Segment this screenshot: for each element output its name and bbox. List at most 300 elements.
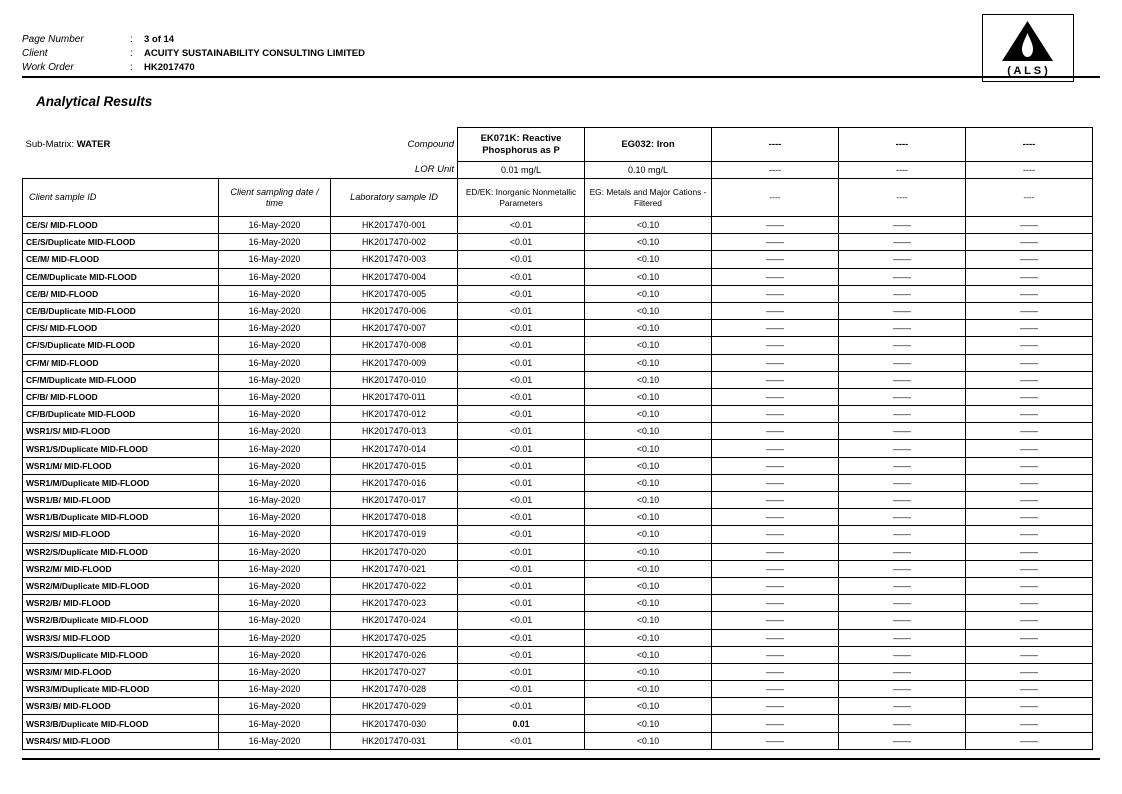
cell-result-empty-1: —— — [712, 681, 839, 698]
cell-result-empty-2: —— — [839, 268, 966, 285]
cell-result-empty-1: —— — [712, 406, 839, 423]
cell-laboratory-sample-id: HK2017470-015 — [331, 457, 458, 474]
cell-sampling-date: 16-May-2020 — [219, 234, 331, 251]
results-table-wrap — [22, 127, 1100, 750]
cell-laboratory-sample-id: HK2017470-031 — [331, 732, 458, 749]
cell-laboratory-sample-id: HK2017470-004 — [331, 268, 458, 285]
cell-result-empty-1: —— — [712, 251, 839, 268]
cell-result-iron: <0.10 — [585, 560, 712, 577]
table-row — [23, 337, 1093, 354]
cell-client-sample-id: WSR2/B/ MID-FLOOD — [23, 595, 219, 612]
analyte-lor-3: ---- — [839, 162, 966, 179]
cell-result-iron: <0.10 — [585, 577, 712, 594]
cell-result-reactive-phosphorus: <0.01 — [458, 474, 585, 491]
cell-sampling-date: 16-May-2020 — [219, 698, 331, 715]
sub-matrix-cell — [23, 128, 219, 162]
cell-result-empty-1: —— — [712, 423, 839, 440]
compound-label: Compound — [407, 139, 454, 150]
cell-client-sample-id: CF/S/Duplicate MID-FLOOD — [23, 337, 219, 354]
cell-result-iron: <0.10 — [585, 440, 712, 457]
cell-sampling-date: 16-May-2020 — [219, 577, 331, 594]
analyte-method-3: ---- — [839, 179, 966, 217]
cell-client-sample-id: WSR3/S/ MID-FLOOD — [23, 629, 219, 646]
header-label-work-order: Work Order — [22, 62, 74, 73]
cell-result-iron: <0.10 — [585, 595, 712, 612]
cell-client-sample-id: WSR3/B/ MID-FLOOD — [23, 698, 219, 715]
cell-result-empty-3: —— — [966, 492, 1093, 509]
table-row — [23, 302, 1093, 319]
cell-sampling-date: 16-May-2020 — [219, 440, 331, 457]
cell-result-empty-1: —— — [712, 715, 839, 732]
table-row — [23, 268, 1093, 285]
cell-result-iron: <0.10 — [585, 268, 712, 285]
cell-result-reactive-phosphorus: <0.01 — [458, 577, 585, 594]
table-row — [23, 251, 1093, 268]
lor-unit-label: LOR Unit — [414, 164, 454, 176]
cell-result-iron: <0.10 — [585, 509, 712, 526]
cell-sampling-date: 16-May-2020 — [219, 646, 331, 663]
cell-result-reactive-phosphorus: <0.01 — [458, 698, 585, 715]
cell-client-sample-id: CE/B/Duplicate MID-FLOOD — [23, 302, 219, 319]
cell-result-empty-2: —— — [839, 715, 966, 732]
cell-result-empty-2: —— — [839, 217, 966, 234]
cell-result-empty-1: —— — [712, 492, 839, 509]
cell-result-empty-2: —— — [839, 732, 966, 749]
table-row — [23, 388, 1093, 405]
cell-sampling-date: 16-May-2020 — [219, 732, 331, 749]
cell-result-iron: <0.10 — [585, 371, 712, 388]
als-logo-graphic — [983, 15, 1072, 80]
cell-laboratory-sample-id: HK2017470-023 — [331, 595, 458, 612]
cell-result-empty-3: —— — [966, 698, 1093, 715]
cell-client-sample-id: WSR3/B/Duplicate MID-FLOOD — [23, 715, 219, 732]
cell-result-iron: <0.10 — [585, 543, 712, 560]
header-meta-row — [22, 34, 365, 48]
cell-sampling-date: 16-May-2020 — [219, 543, 331, 560]
cell-client-sample-id: WSR1/M/Duplicate MID-FLOOD — [23, 474, 219, 491]
cell-result-empty-3: —— — [966, 217, 1093, 234]
cell-sampling-date: 16-May-2020 — [219, 423, 331, 440]
cell-laboratory-sample-id: HK2017470-011 — [331, 388, 458, 405]
header-divider — [22, 76, 1100, 78]
cell-laboratory-sample-id: HK2017470-018 — [331, 509, 458, 526]
analyte-lor-0: 0.01 mg/L — [458, 162, 585, 179]
cell-result-reactive-phosphorus: <0.01 — [458, 595, 585, 612]
cell-sampling-date: 16-May-2020 — [219, 715, 331, 732]
spacer-cell — [219, 128, 331, 162]
cell-result-reactive-phosphorus: <0.01 — [458, 629, 585, 646]
cell-result-iron: <0.10 — [585, 354, 712, 371]
cell-result-iron: <0.10 — [585, 251, 712, 268]
cell-result-iron: <0.10 — [585, 302, 712, 319]
cell-result-reactive-phosphorus: <0.01 — [458, 302, 585, 319]
cell-result-empty-3: —— — [966, 715, 1093, 732]
col-header-client-sampling-date: Client sampling date / time — [219, 179, 331, 217]
cell-result-iron: <0.10 — [585, 681, 712, 698]
cell-sampling-date: 16-May-2020 — [219, 371, 331, 388]
table-row — [23, 646, 1093, 663]
cell-result-reactive-phosphorus: <0.01 — [458, 423, 585, 440]
cell-client-sample-id: WSR3/S/Duplicate MID-FLOOD — [23, 646, 219, 663]
cell-result-iron: <0.10 — [585, 612, 712, 629]
cell-result-reactive-phosphorus: <0.01 — [458, 612, 585, 629]
spacer-cell — [23, 162, 219, 179]
cell-result-empty-2: —— — [839, 577, 966, 594]
cell-result-reactive-phosphorus: <0.01 — [458, 217, 585, 234]
cell-result-iron: <0.10 — [585, 337, 712, 354]
cell-result-empty-2: —— — [839, 320, 966, 337]
cell-sampling-date: 16-May-2020 — [219, 629, 331, 646]
cell-result-empty-1: —— — [712, 543, 839, 560]
cell-result-empty-1: —— — [712, 217, 839, 234]
table-row — [23, 715, 1093, 732]
cell-laboratory-sample-id: HK2017470-016 — [331, 474, 458, 491]
cell-result-empty-2: —— — [839, 388, 966, 405]
table-row — [23, 612, 1093, 629]
page-title: Analytical Results — [36, 94, 153, 109]
cell-sampling-date: 16-May-2020 — [219, 337, 331, 354]
cell-result-reactive-phosphorus: <0.01 — [458, 440, 585, 457]
cell-result-reactive-phosphorus: <0.01 — [458, 681, 585, 698]
table-row — [23, 595, 1093, 612]
cell-result-iron: <0.10 — [585, 388, 712, 405]
cell-result-iron: <0.10 — [585, 715, 712, 732]
cell-client-sample-id: WSR3/M/ MID-FLOOD — [23, 663, 219, 680]
cell-laboratory-sample-id: HK2017470-022 — [331, 577, 458, 594]
cell-result-reactive-phosphorus: <0.01 — [458, 663, 585, 680]
analyte-name-0: EK071K: Reactive Phosphorus as P — [458, 128, 585, 162]
cell-result-empty-3: —— — [966, 629, 1093, 646]
cell-laboratory-sample-id: HK2017470-007 — [331, 320, 458, 337]
analyte-name-2: ---- — [712, 128, 839, 162]
cell-result-empty-3: —— — [966, 646, 1093, 663]
cell-laboratory-sample-id: HK2017470-009 — [331, 354, 458, 371]
cell-result-empty-3: —— — [966, 543, 1093, 560]
cell-result-empty-1: —— — [712, 595, 839, 612]
results-table-body — [23, 128, 1093, 750]
cell-client-sample-id: CF/S/ MID-FLOOD — [23, 320, 219, 337]
cell-result-empty-3: —— — [966, 406, 1093, 423]
cell-result-empty-3: —— — [966, 577, 1093, 594]
cell-client-sample-id: WSR1/S/ MID-FLOOD — [23, 423, 219, 440]
cell-result-empty-1: —— — [712, 646, 839, 663]
cell-sampling-date: 16-May-2020 — [219, 526, 331, 543]
table-row — [23, 234, 1093, 251]
column-header-row — [23, 179, 1093, 217]
cell-sampling-date: 16-May-2020 — [219, 406, 331, 423]
table-row — [23, 663, 1093, 680]
cell-result-reactive-phosphorus: <0.01 — [458, 457, 585, 474]
cell-sampling-date: 16-May-2020 — [219, 388, 331, 405]
cell-result-empty-3: —— — [966, 268, 1093, 285]
cell-result-reactive-phosphorus: <0.01 — [458, 543, 585, 560]
cell-client-sample-id: CF/M/Duplicate MID-FLOOD — [23, 371, 219, 388]
cell-sampling-date: 16-May-2020 — [219, 560, 331, 577]
cell-result-empty-1: —— — [712, 474, 839, 491]
cell-result-reactive-phosphorus: <0.01 — [458, 234, 585, 251]
cell-laboratory-sample-id: HK2017470-025 — [331, 629, 458, 646]
cell-laboratory-sample-id: HK2017470-001 — [331, 217, 458, 234]
cell-sampling-date: 16-May-2020 — [219, 612, 331, 629]
cell-result-empty-2: —— — [839, 509, 966, 526]
cell-result-empty-1: —— — [712, 612, 839, 629]
analytical-results-table — [22, 127, 1093, 750]
cell-client-sample-id: WSR2/M/ MID-FLOOD — [23, 560, 219, 577]
header-colon: : — [130, 48, 133, 59]
cell-result-iron: <0.10 — [585, 663, 712, 680]
cell-result-reactive-phosphorus: <0.01 — [458, 732, 585, 749]
cell-client-sample-id: CF/M/ MID-FLOOD — [23, 354, 219, 371]
cell-laboratory-sample-id: HK2017470-003 — [331, 251, 458, 268]
cell-result-empty-3: —— — [966, 509, 1093, 526]
cell-laboratory-sample-id: HK2017470-012 — [331, 406, 458, 423]
cell-laboratory-sample-id: HK2017470-028 — [331, 681, 458, 698]
cell-laboratory-sample-id: HK2017470-021 — [331, 560, 458, 577]
cell-result-empty-2: —— — [839, 406, 966, 423]
cell-result-iron: <0.10 — [585, 526, 712, 543]
cell-result-empty-3: —— — [966, 681, 1093, 698]
cell-laboratory-sample-id: HK2017470-030 — [331, 715, 458, 732]
cell-result-empty-2: —— — [839, 595, 966, 612]
cell-result-iron: <0.10 — [585, 285, 712, 302]
table-row — [23, 354, 1093, 371]
cell-sampling-date: 16-May-2020 — [219, 595, 331, 612]
cell-result-empty-1: —— — [712, 526, 839, 543]
cell-laboratory-sample-id: HK2017470-014 — [331, 440, 458, 457]
cell-result-reactive-phosphorus: <0.01 — [458, 388, 585, 405]
cell-laboratory-sample-id: HK2017470-027 — [331, 663, 458, 680]
cell-result-empty-3: —— — [966, 732, 1093, 749]
cell-result-iron: <0.10 — [585, 646, 712, 663]
table-row — [23, 698, 1093, 715]
header-colon: : — [130, 62, 133, 73]
cell-client-sample-id: WSR1/S/Duplicate MID-FLOOD — [23, 440, 219, 457]
cell-result-empty-3: —— — [966, 560, 1093, 577]
header-value-client: ACUITY SUSTAINABILITY CONSULTING LIMITED — [144, 48, 365, 59]
cell-client-sample-id: CF/B/Duplicate MID-FLOOD — [23, 406, 219, 423]
cell-result-empty-2: —— — [839, 526, 966, 543]
cell-result-empty-3: —— — [966, 285, 1093, 302]
cell-laboratory-sample-id: HK2017470-019 — [331, 526, 458, 543]
table-row — [23, 320, 1093, 337]
analyte-method-0: ED/EK: Inorganic Nonmetallic Parameters — [458, 179, 585, 217]
cell-result-iron: <0.10 — [585, 217, 712, 234]
col-header-laboratory-sample-id: Laboratory sample ID — [331, 179, 458, 217]
cell-result-empty-3: —— — [966, 251, 1093, 268]
cell-result-empty-3: —— — [966, 388, 1093, 405]
cell-result-iron: <0.10 — [585, 234, 712, 251]
table-row — [23, 509, 1093, 526]
cell-result-empty-3: —— — [966, 371, 1093, 388]
analyte-method-4: ---- — [966, 179, 1093, 217]
cell-laboratory-sample-id: HK2017470-006 — [331, 302, 458, 319]
cell-client-sample-id: WSR1/M/ MID-FLOOD — [23, 457, 219, 474]
cell-result-empty-2: —— — [839, 492, 966, 509]
cell-result-empty-3: —— — [966, 612, 1093, 629]
header-label-page-number: Page Number — [22, 34, 84, 45]
table-row — [23, 560, 1093, 577]
cell-result-empty-1: —— — [712, 388, 839, 405]
cell-result-reactive-phosphorus: <0.01 — [458, 354, 585, 371]
table-row — [23, 423, 1093, 440]
analyte-method-2: ---- — [712, 179, 839, 217]
cell-result-iron: <0.10 — [585, 698, 712, 715]
cell-sampling-date: 16-May-2020 — [219, 354, 331, 371]
cell-result-empty-2: —— — [839, 646, 966, 663]
cell-sampling-date: 16-May-2020 — [219, 681, 331, 698]
cell-result-empty-3: —— — [966, 337, 1093, 354]
cell-sampling-date: 16-May-2020 — [219, 320, 331, 337]
cell-result-empty-2: —— — [839, 337, 966, 354]
cell-result-iron: <0.10 — [585, 732, 712, 749]
cell-client-sample-id: WSR3/M/Duplicate MID-FLOOD — [23, 681, 219, 698]
header-label-client: Client — [22, 48, 48, 59]
table-row — [23, 474, 1093, 491]
table-row — [23, 543, 1093, 560]
cell-result-empty-1: —— — [712, 320, 839, 337]
cell-client-sample-id: WSR2/M/Duplicate MID-FLOOD — [23, 577, 219, 594]
cell-result-reactive-phosphorus: <0.01 — [458, 285, 585, 302]
cell-result-empty-2: —— — [839, 285, 966, 302]
cell-result-empty-3: —— — [966, 663, 1093, 680]
sub-matrix-label: Sub-Matrix: — [25, 139, 75, 150]
cell-result-empty-2: —— — [839, 354, 966, 371]
cell-result-empty-3: —— — [966, 302, 1093, 319]
cell-result-reactive-phosphorus: <0.01 — [458, 406, 585, 423]
cell-client-sample-id: CE/M/ MID-FLOOD — [23, 251, 219, 268]
cell-result-reactive-phosphorus: <0.01 — [458, 337, 585, 354]
cell-result-empty-1: —— — [712, 285, 839, 302]
cell-laboratory-sample-id: HK2017470-013 — [331, 423, 458, 440]
cell-sampling-date: 16-May-2020 — [219, 509, 331, 526]
cell-laboratory-sample-id: HK2017470-024 — [331, 612, 458, 629]
cell-result-empty-1: —— — [712, 457, 839, 474]
analyte-lor-4: ---- — [966, 162, 1093, 179]
header-value-work-order: HK2017470 — [144, 62, 195, 73]
analyte-method-1: EG: Metals and Major Cations - Filtered — [585, 179, 712, 217]
cell-result-empty-1: —— — [712, 698, 839, 715]
table-row — [23, 285, 1093, 302]
cell-result-empty-1: —— — [712, 371, 839, 388]
table-row — [23, 217, 1093, 234]
cell-client-sample-id: CE/B/ MID-FLOOD — [23, 285, 219, 302]
cell-client-sample-id: WSR1/B/ MID-FLOOD — [23, 492, 219, 509]
cell-client-sample-id: WSR1/B/Duplicate MID-FLOOD — [23, 509, 219, 526]
cell-result-empty-1: —— — [712, 268, 839, 285]
cell-laboratory-sample-id: HK2017470-020 — [331, 543, 458, 560]
analyte-name-4: ---- — [966, 128, 1093, 162]
cell-result-empty-2: —— — [839, 629, 966, 646]
lor-unit-row — [23, 162, 1093, 179]
header-colon: : — [130, 34, 133, 45]
cell-result-reactive-phosphorus: <0.01 — [458, 646, 585, 663]
cell-result-empty-1: —— — [712, 509, 839, 526]
cell-laboratory-sample-id: HK2017470-002 — [331, 234, 458, 251]
cell-sampling-date: 16-May-2020 — [219, 302, 331, 319]
cell-result-iron: <0.10 — [585, 474, 712, 491]
cell-result-empty-1: —— — [712, 354, 839, 371]
cell-result-empty-3: —— — [966, 440, 1093, 457]
header-meta-row — [22, 48, 365, 62]
cell-result-empty-1: —— — [712, 577, 839, 594]
cell-result-iron: <0.10 — [585, 320, 712, 337]
cell-sampling-date: 16-May-2020 — [219, 457, 331, 474]
cell-laboratory-sample-id: HK2017470-005 — [331, 285, 458, 302]
cell-result-empty-2: —— — [839, 560, 966, 577]
cell-sampling-date: 16-May-2020 — [219, 492, 331, 509]
spacer-cell — [219, 162, 331, 179]
analyte-name-1: EG032: Iron — [585, 128, 712, 162]
footer-divider — [22, 758, 1100, 760]
analyte-lor-1: 0.10 mg/L — [585, 162, 712, 179]
sub-matrix-value: WATER — [76, 139, 111, 150]
cell-result-empty-1: —— — [712, 663, 839, 680]
cell-result-iron: <0.10 — [585, 457, 712, 474]
cell-result-empty-1: —— — [712, 440, 839, 457]
col-header-client-sample-id: Client sample ID — [23, 179, 219, 217]
cell-client-sample-id: CE/M/Duplicate MID-FLOOD — [23, 268, 219, 285]
cell-result-empty-1: —— — [712, 234, 839, 251]
cell-result-reactive-phosphorus: <0.01 — [458, 320, 585, 337]
cell-result-iron: <0.10 — [585, 492, 712, 509]
cell-result-empty-2: —— — [839, 371, 966, 388]
table-row — [23, 526, 1093, 543]
compound-header-row — [23, 128, 1093, 162]
cell-result-empty-2: —— — [839, 302, 966, 319]
analyte-lor-2: ---- — [712, 162, 839, 179]
cell-laboratory-sample-id: HK2017470-029 — [331, 698, 458, 715]
cell-result-reactive-phosphorus: <0.01 — [458, 526, 585, 543]
page-header — [0, 0, 1122, 77]
cell-result-reactive-phosphorus: <0.01 — [458, 492, 585, 509]
table-row — [23, 732, 1093, 749]
cell-result-empty-2: —— — [839, 251, 966, 268]
cell-result-empty-2: —— — [839, 663, 966, 680]
table-row — [23, 492, 1093, 509]
table-row — [23, 406, 1093, 423]
cell-result-empty-2: —— — [839, 612, 966, 629]
cell-client-sample-id: WSR4/S/ MID-FLOOD — [23, 732, 219, 749]
cell-result-reactive-phosphorus: <0.01 — [458, 268, 585, 285]
cell-result-iron: <0.10 — [585, 629, 712, 646]
cell-result-empty-3: —— — [966, 320, 1093, 337]
als-logo — [982, 14, 1074, 82]
svg-text:( A L S ): ( A L S ) — [1007, 65, 1048, 77]
cell-result-empty-3: —— — [966, 234, 1093, 251]
header-meta-row — [22, 62, 365, 76]
cell-client-sample-id: WSR2/B/Duplicate MID-FLOOD — [23, 612, 219, 629]
cell-laboratory-sample-id: HK2017470-017 — [331, 492, 458, 509]
analyte-name-3: ---- — [839, 128, 966, 162]
cell-result-empty-3: —— — [966, 474, 1093, 491]
cell-result-empty-2: —— — [839, 234, 966, 251]
cell-client-sample-id: WSR2/S/ MID-FLOOD — [23, 526, 219, 543]
cell-laboratory-sample-id: HK2017470-010 — [331, 371, 458, 388]
cell-result-empty-1: —— — [712, 732, 839, 749]
cell-result-empty-1: —— — [712, 629, 839, 646]
cell-result-empty-2: —— — [839, 423, 966, 440]
cell-client-sample-id: CE/S/ MID-FLOOD — [23, 217, 219, 234]
cell-result-empty-3: —— — [966, 423, 1093, 440]
table-row — [23, 371, 1093, 388]
cell-result-empty-2: —— — [839, 474, 966, 491]
table-row — [23, 440, 1093, 457]
cell-result-reactive-phosphorus: <0.01 — [458, 560, 585, 577]
cell-sampling-date: 16-May-2020 — [219, 268, 331, 285]
cell-result-empty-2: —— — [839, 543, 966, 560]
cell-client-sample-id: WSR2/S/Duplicate MID-FLOOD — [23, 543, 219, 560]
cell-result-empty-2: —— — [839, 681, 966, 698]
